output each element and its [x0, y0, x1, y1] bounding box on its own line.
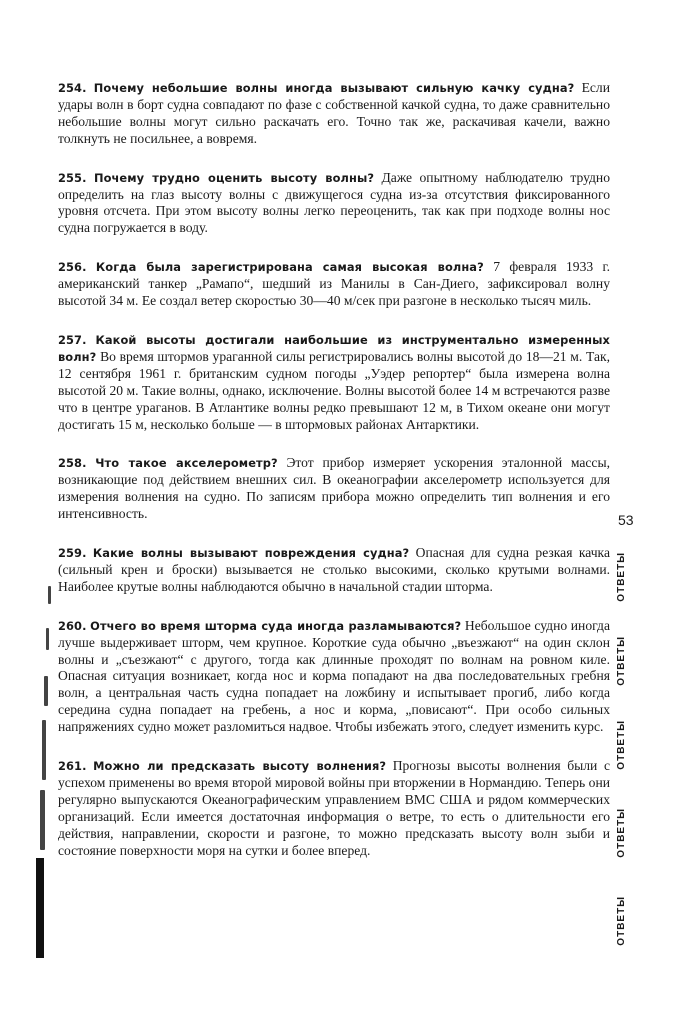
entry-question: Когда была зарегистрирована самая высокая волна?: [95, 260, 484, 275]
entry-number: 259.: [58, 546, 87, 561]
entry-number: 256.: [58, 260, 87, 275]
entry-number: 260.: [58, 618, 87, 633]
scan-edge-mark: [42, 720, 46, 780]
scan-edge-shadow: [36, 858, 44, 958]
entry-answer: Этот прибор измеряет ускорения эталонной массы, возникающие под действием внешних сил. В океанографии акселерометр используется для измерения волнения на судно. По записям прибора можно определить тип волнения и его интенсивность.: [58, 455, 610, 522]
entry-question: Отчего во время шторма суда иногда разламываются?: [90, 618, 462, 633]
entry-258: [58, 455, 610, 523]
entry-question: Какие волны вызывают повреждения судна?: [92, 546, 410, 561]
entry-answer: Если удары волн в борт судна совпадают по фазе с собственной качкой судна, то даже сравнительно небольшие волны могут сильно раскачать его. Точно так же, раскачивая качели, важно толкнуть не посильнее, а вовремя.: [58, 80, 610, 146]
entry-number: 255.: [58, 170, 87, 185]
entry-254: [58, 80, 610, 148]
entry-question: Почему трудно оценить высоту волны?: [93, 170, 375, 185]
entry-number: 257.: [58, 332, 87, 347]
entry-question: Что такое акселерометр?: [95, 456, 278, 471]
entry-number: 261.: [58, 759, 87, 774]
entry-question: Можно ли предсказать высоту волнения?: [93, 759, 387, 774]
entry-259: [58, 545, 610, 596]
scan-edge-mark: [40, 790, 45, 850]
entry-261: [58, 758, 610, 859]
side-label-answers: ОТВЕТЫ: [616, 552, 627, 602]
scan-edge-mark: [44, 676, 48, 706]
entry-question: Почему небольшие волны иногда вызывают сильную качку судна?: [93, 81, 575, 95]
scan-edge-mark: [46, 628, 49, 650]
entry-answer: Небольшое судно иногда лучше выдерживает шторм, чем крупное. Короткие суда обычно „въезжают“ на один склон волны и „съезжают“ с другого, тогда как длинные проходят по волнам на ровном киле. Опасная ситуация возникает, когда нос и корма попадают на два последовательных гребня волн, а центральная часть судна попадает на ложбину и испытывает прогиб, либо когда середина судна попадает на гребень, а нос и корма, „повисают“. При особо сильных напряжениях судно может разломиться надвое. Чтобы избежать этого, следует изменить курс.: [58, 617, 610, 735]
entry-255: [58, 170, 610, 238]
entry-answer: Даже опытному наблюдателю трудно определить на глаз высоту волны с движущегося судна из-за отсутствия фиксированного уровня отсчета. При этом высоту волны легко переоценить, так как при подходе волны нос судна погружается в воду.: [58, 169, 611, 236]
entry-answer: Во время штормов ураганной силы регистрировались волны высотой до 18—21 м. Так, 12 сентября 1961 г. британским судном погоды „Уэдер репортер“ была измерена волна высотой 20 м. Такие волны, однако, исключение. Волны высотой более 14 м встречаются разве что в центре ураганов. В Атлантике волны редко превышают 12 м, в Тихом океане они могут достигать 15 м, несколько больше — в штормовых районах Антарктики.: [58, 348, 610, 432]
scan-edge-mark: [48, 586, 51, 604]
entry-question: Какой высоты достигали наибольшие из инструментально измеренных волн?: [58, 332, 610, 364]
entry-257: [58, 332, 610, 433]
page-number: 53: [618, 512, 634, 528]
entry-number: 254.: [58, 81, 87, 95]
entry-260: [58, 618, 610, 736]
entry-answer: Опасная для судна резкая качка (сильный крен и броски) вызывается не столько высокими, сколько крутыми волнами. Наиболее крутые волны наблюдаются обычно в начальной стадии шторма.: [58, 545, 610, 594]
entry-256: [58, 259, 610, 310]
side-label-answers: ОТВЕТЫ: [616, 720, 627, 770]
entry-answer: 7 февраля 1933 г. американский танкер „Рамапо“, шедший из Манилы в Сан-Диего, зафиксировал волну высотой 34 м. Ее создал ветер скоростью 30—40 м/сек при разгоне в несколько тысяч миль.: [58, 259, 610, 309]
side-label-answers: ОТВЕТЫ: [616, 808, 627, 858]
side-label-answers: ОТВЕТЫ: [616, 636, 627, 686]
entry-number: 258.: [58, 456, 87, 471]
entry-answer: Прогнозы высоты волнения были с успехом применены во время второй мировой войны при вторжении в Нормандию. Теперь они регулярно выпускаются Океанографическим управлением ВМС США и рядом коммерческих организаций. Если имеется достаточная информация о ветре, то есть о длительности его действия, направлении, скорости и разгоне, то можно предсказать высоту волн зыби и состояние поверхности моря на сутки и более вперед.: [58, 758, 610, 858]
side-label-answers: ОТВЕТЫ: [616, 896, 627, 946]
page-text: [58, 80, 610, 882]
